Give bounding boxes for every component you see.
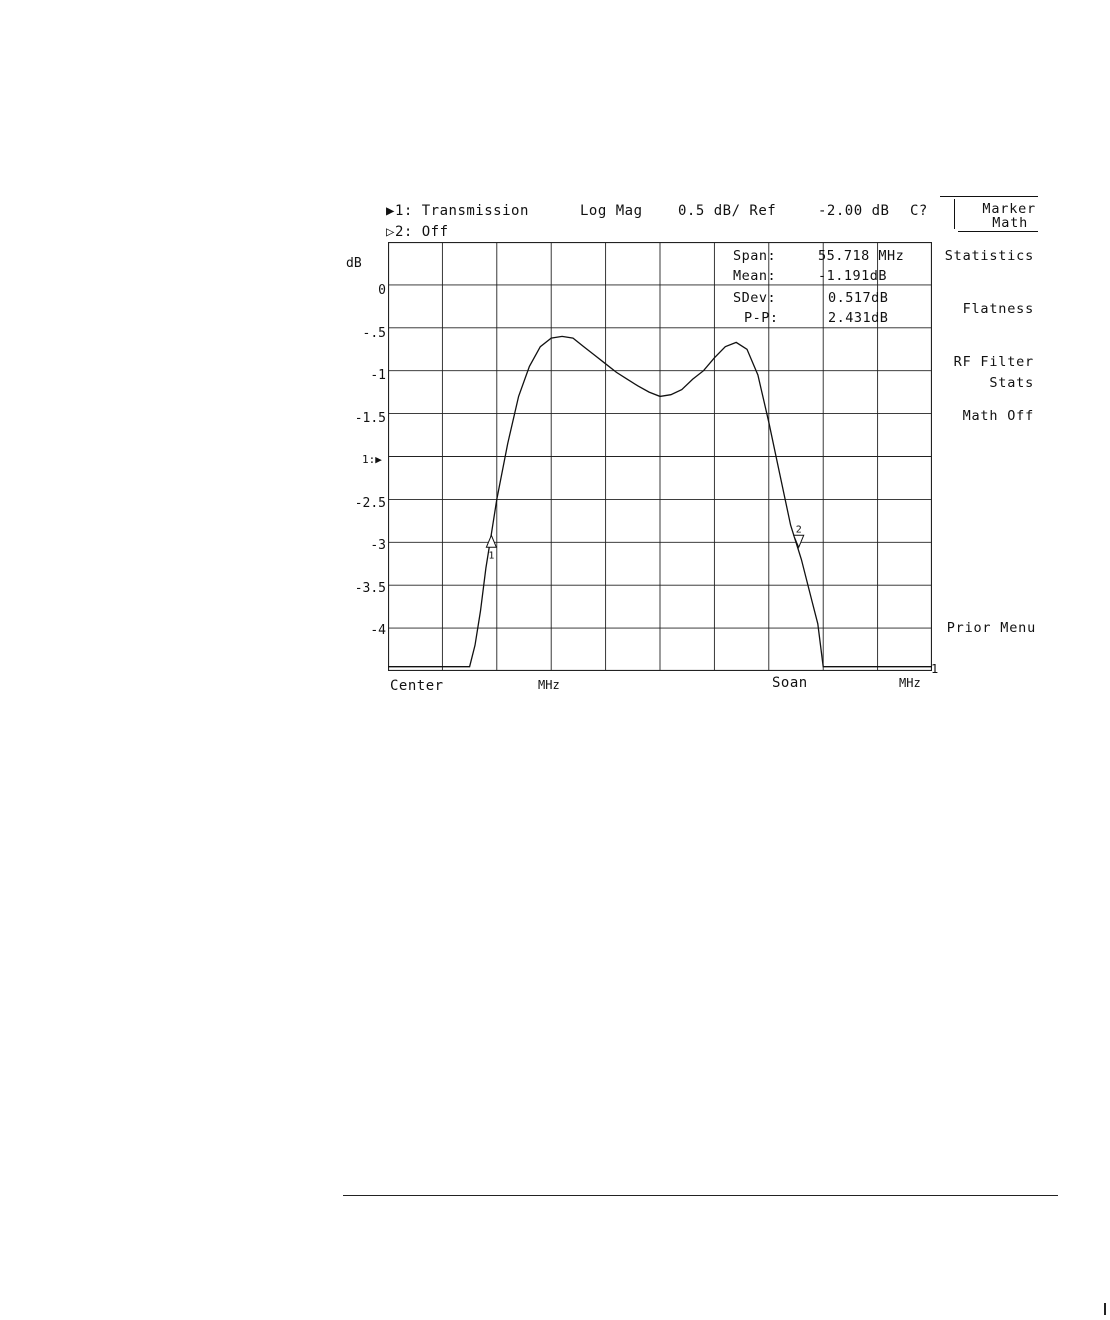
format-label: Log Mag — [580, 203, 643, 219]
scale-label: 0.5 dB/ Ref — [678, 203, 777, 219]
corner-channel-label: 1 — [931, 662, 939, 676]
sdev-value: 0.517dB — [828, 290, 889, 306]
page-edge-mark — [1104, 1303, 1106, 1315]
marker-math-label-2: Math — [992, 215, 1028, 231]
center-label: Center — [390, 678, 444, 694]
span-label: Span: — [733, 248, 777, 264]
y-tick-label: 1: — [362, 453, 376, 466]
span-axis-label: Soan — [772, 675, 808, 691]
y-tick-label: -4 — [370, 623, 386, 638]
pp-value: 2.431dB — [828, 310, 889, 326]
center-unit: MHz — [538, 678, 560, 692]
mean-label: Mean: — [733, 268, 777, 284]
rf-filter-label-1: RF Filter — [953, 354, 1034, 370]
trace-plot[interactable] — [388, 242, 932, 671]
active-trace-arrow-icon: ▶ — [386, 203, 395, 219]
status-indicator: C? — [910, 203, 928, 219]
pp-label: P-P: — [744, 310, 779, 326]
y-tick-label: -1.5 — [354, 411, 386, 426]
footer-divider — [343, 1195, 1058, 1196]
marker-2-label: 2 — [795, 524, 802, 536]
y-tick-label: -3.5 — [354, 581, 386, 596]
rf-filter-label-2: Stats — [989, 375, 1034, 391]
span-unit: MHz — [899, 676, 921, 690]
reference-arrow-icon: ▶ — [375, 453, 382, 466]
reference-marker — [362, 453, 382, 466]
ref-value: -2.00 dB — [818, 203, 890, 219]
y-unit-label: dB — [346, 256, 362, 271]
trace2-label: 2: Off — [394, 224, 449, 240]
y-tick-label: -1 — [370, 368, 386, 383]
prior-menu-softkey[interactable]: Prior Menu — [946, 620, 1036, 636]
statistics-softkey[interactable]: Statistics — [944, 248, 1034, 264]
sdev-label: SDev: — [733, 290, 777, 306]
marker-1-icon — [486, 535, 496, 547]
inactive-trace-arrow-icon: ▷ — [386, 224, 395, 240]
trace1-indicator[interactable] — [386, 203, 529, 219]
y-tick-label: -.5 — [362, 326, 386, 341]
y-tick-label: -3 — [370, 538, 386, 553]
trace2-indicator[interactable] — [386, 224, 449, 240]
span-value: 55.718 MHz — [818, 248, 905, 264]
y-tick-label: 0 — [378, 283, 386, 298]
flatness-softkey[interactable]: Flatness — [962, 301, 1034, 317]
trace1-label: 1: Transmission — [394, 203, 529, 219]
marker-math-label-1: Marker — [982, 201, 1036, 217]
y-tick-label: -2.5 — [354, 496, 386, 511]
rf-filter-stats-softkey[interactable] — [954, 354, 1034, 391]
math-off-softkey[interactable]: Math Off — [962, 408, 1034, 424]
marker-math-softkey[interactable] — [940, 196, 1038, 232]
marker-1-label: 1 — [488, 550, 495, 562]
mean-value: -1.191dB — [818, 268, 888, 284]
